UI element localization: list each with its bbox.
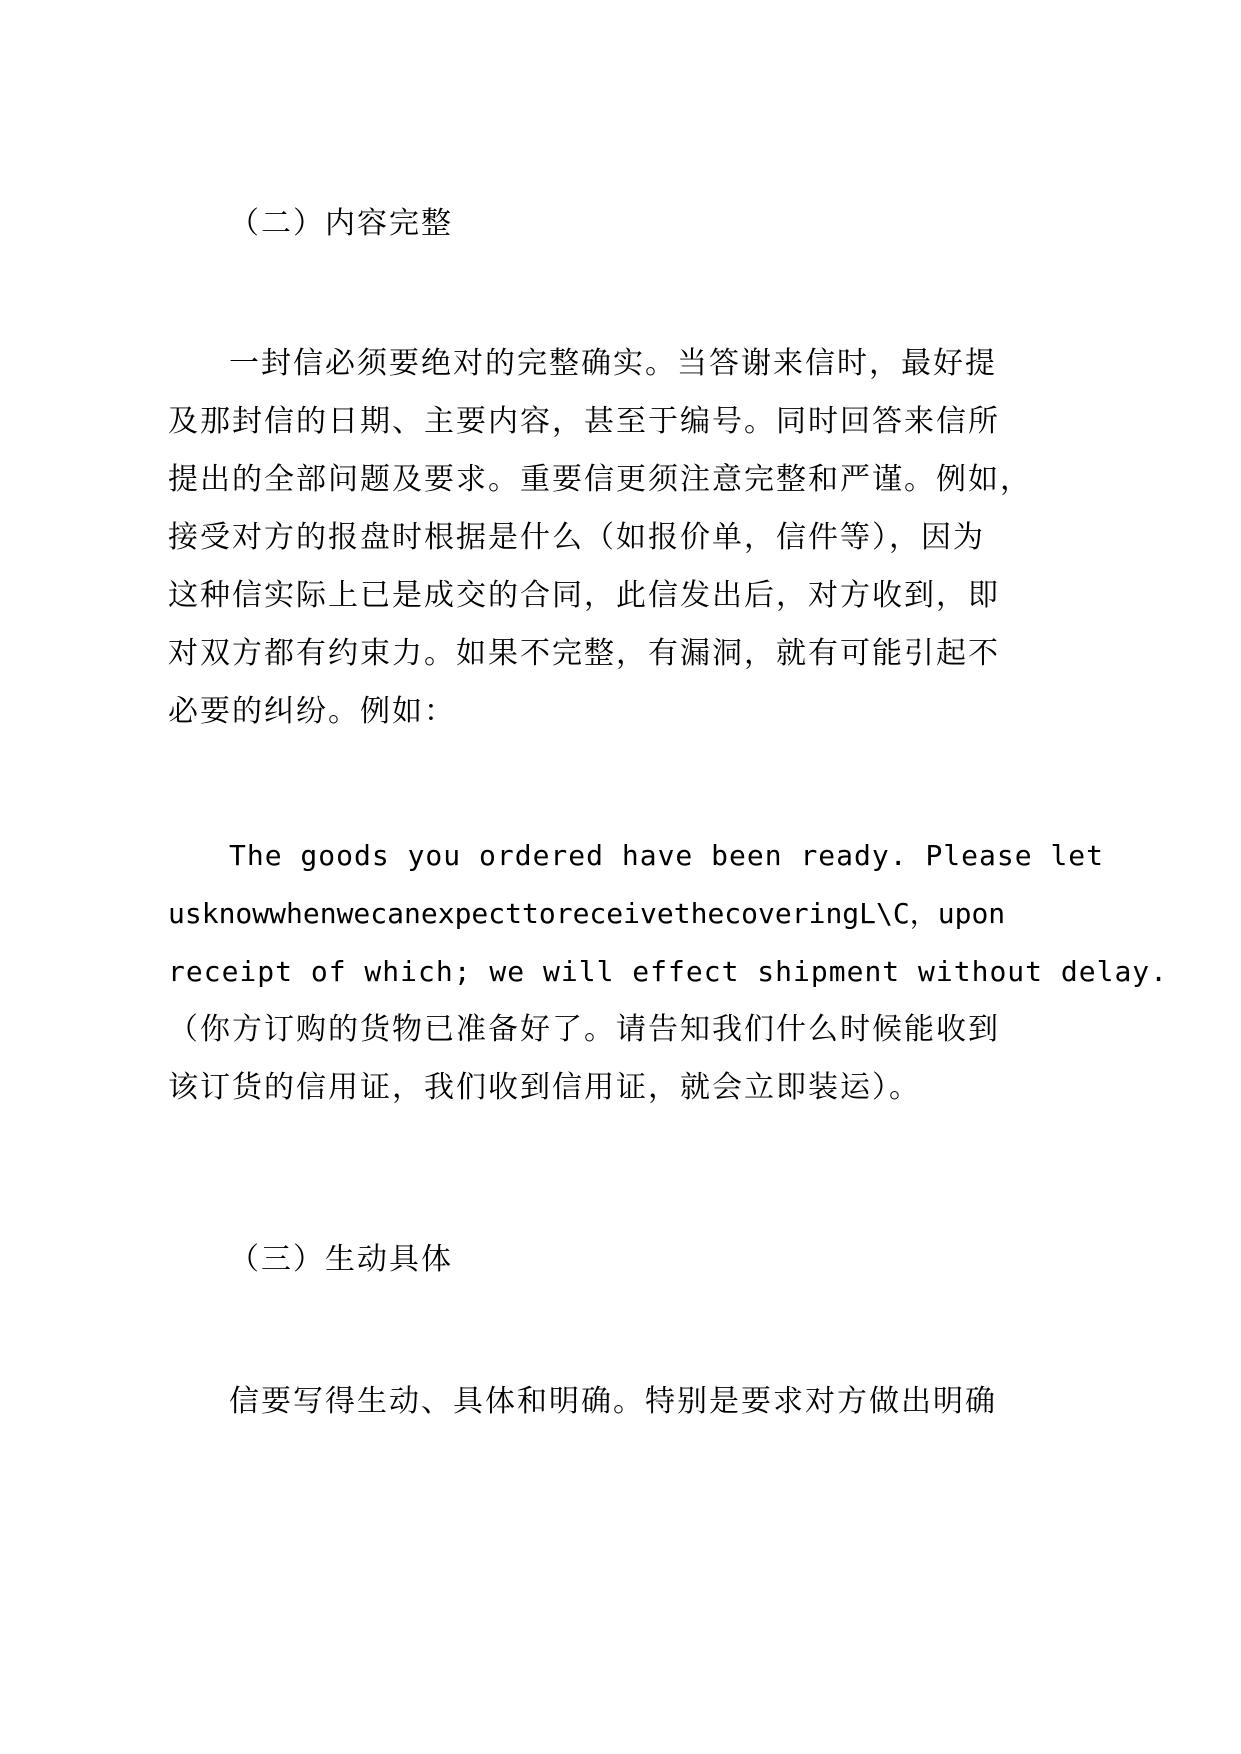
example-translation-line: （你方订购的货物已准备好了。请告知我们什么时候能收到 xyxy=(168,1012,1000,1047)
paragraph-line: 提出的全部问题及要求。重要信更须注意完整和严谨。例如， xyxy=(168,462,1032,497)
example-english-line: The goods you ordered have been ready. Please let xyxy=(229,839,1105,872)
section-3-heading: （三）生动具体 xyxy=(229,1242,453,1277)
paragraph-line: 信要写得生动、具体和明确。特别是要求对方做出明确 xyxy=(229,1384,997,1419)
paragraph-line: 必要的纠纷。例如： xyxy=(168,694,456,729)
section-2-heading: （二）内容完整 xyxy=(229,206,453,241)
paragraph-line: 对双方都有约束力。如果不完整，有漏洞，就有可能引起不 xyxy=(168,636,1000,671)
example-english-line: receipt of which; we will effect shipment without delay. xyxy=(168,955,1169,988)
paragraph-line: 接受对方的报盘时根据是什么（如报价单，信件等），因为 xyxy=(168,520,985,555)
paragraph-line: 及那封信的日期、主要内容，甚至于编号。同时回答来信所 xyxy=(168,404,1000,439)
example-english-line: usknowwhenwecanexpecttoreceivethecoveringL\C，upon xyxy=(168,897,1006,930)
example-translation-line: 该订货的信用证，我们收到信用证，就会立即装运）。 xyxy=(168,1070,921,1105)
paragraph-line: 一封信必须要绝对的完整确实。当答谢来信时，最好提 xyxy=(229,346,997,381)
paragraph-line: 这种信实际上已是成交的合同，此信发出后，对方收到，即 xyxy=(168,578,1000,613)
